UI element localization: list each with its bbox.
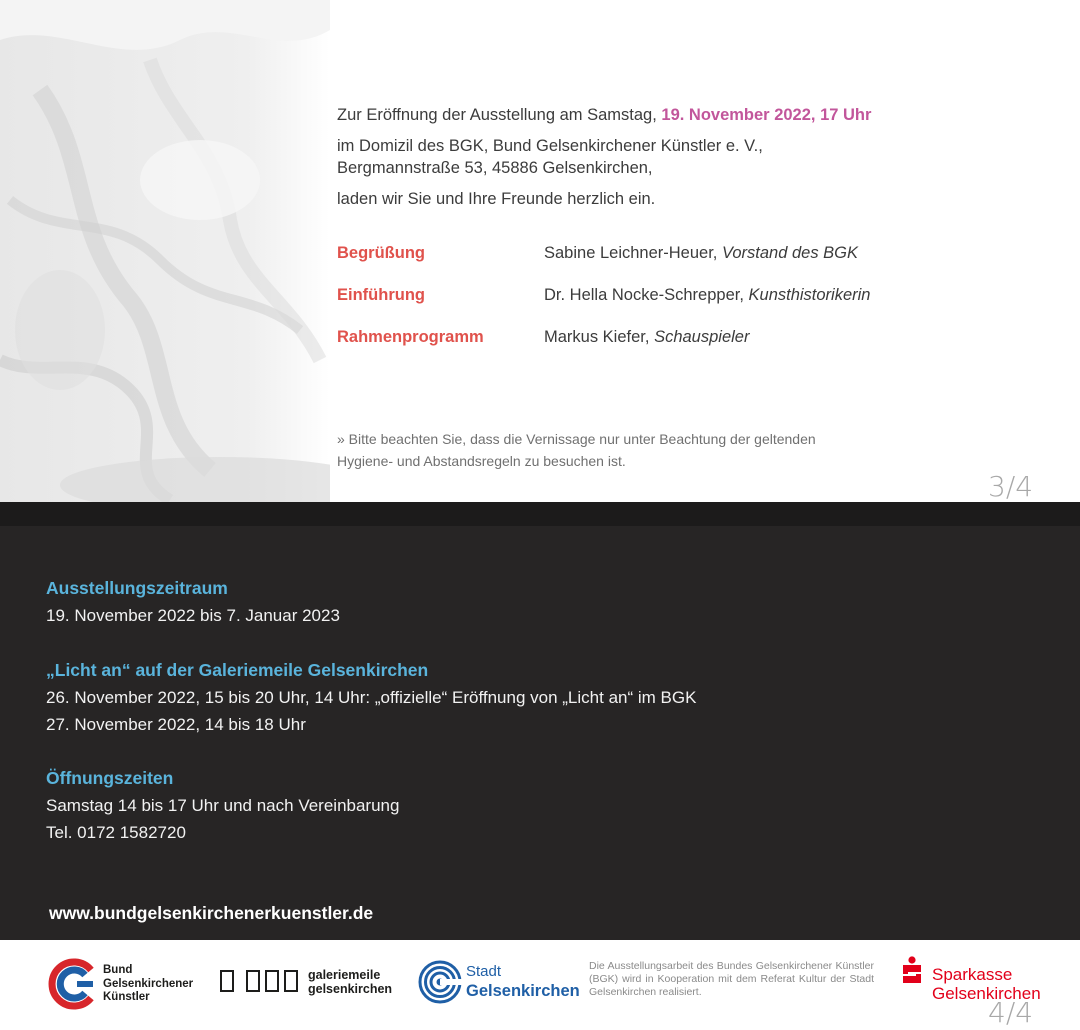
hygiene-note bbox=[337, 428, 917, 472]
program-role: Begrüßung bbox=[337, 244, 425, 262]
stadt-concentric-circles-logo-icon bbox=[418, 960, 462, 1004]
bgk-logo-line: Künstler bbox=[103, 991, 150, 1003]
page-divider bbox=[0, 502, 1080, 526]
hours-line-2: Tel. 0172 1582720 bbox=[46, 823, 186, 842]
event-date: 19. November 2022, 17 Uhr bbox=[661, 106, 872, 124]
program-person bbox=[544, 244, 858, 263]
program-row bbox=[337, 286, 1037, 310]
program-person-title: Kunsthistorikerin bbox=[748, 286, 871, 304]
sponsor-note: Die Ausstellungsarbeit des Bundes Gelsenkirchener Künstler (BGK) wird in Kooperation mit dem Referat Kultur der Stadt Gelsenkirchen realisiert. bbox=[589, 960, 874, 998]
galeriemeile-box-icon bbox=[265, 970, 279, 992]
program-row bbox=[337, 328, 1037, 352]
page-number: 4/4 bbox=[988, 996, 1034, 1029]
program-person bbox=[544, 286, 871, 305]
galeriemeile-boxes-logo-icon bbox=[220, 970, 234, 992]
bgk-logo bbox=[47, 958, 197, 1012]
stadt-logo-line-2: Gelsenkirchen bbox=[466, 982, 580, 1000]
galeriemeile-logo-line: galeriemeile bbox=[308, 968, 381, 982]
gray-brush-texture bbox=[0, 0, 330, 502]
invitation-page bbox=[0, 0, 1080, 502]
invitation-line-1-prefix: Zur Eröffnung der Ausstellung am Samstag, bbox=[337, 106, 657, 124]
period-text: 19. November 2022 bis 7. Januar 2023 bbox=[46, 606, 340, 625]
bgk-logo-text bbox=[103, 964, 193, 1005]
galeriemeile-logo-text bbox=[308, 969, 392, 996]
program-person-name: Dr. Hella Nocke-Schrepper, bbox=[544, 286, 744, 304]
galeriemeile-logo bbox=[220, 968, 393, 996]
sparkasse-logo bbox=[900, 956, 1060, 1012]
program-row bbox=[337, 244, 1037, 268]
stadt-gelsenkirchen-logo bbox=[418, 960, 588, 1010]
program-person bbox=[544, 328, 749, 347]
hours-line-1: Samstag 14 bis 17 Uhr und nach Vereinbarung bbox=[46, 796, 400, 815]
period-heading: Ausstellungszeitraum bbox=[46, 578, 228, 598]
bgk-c-ring-logo-icon bbox=[47, 958, 99, 1010]
program-person-name: Markus Kiefer, bbox=[544, 328, 650, 346]
program-person-title: Schauspieler bbox=[654, 328, 750, 346]
period-section bbox=[46, 575, 340, 629]
website-link[interactable]: www.bundgelsenkirchenerkuenstler.de bbox=[49, 903, 374, 923]
hygiene-note-line-2: Hygiene- und Abstandsregeln zu besuchen ist. bbox=[337, 453, 626, 469]
program-person-name: Sabine Leichner-Heuer, bbox=[544, 244, 718, 262]
galeriemeile-box-icon bbox=[246, 970, 260, 992]
invitation-text bbox=[337, 104, 1037, 210]
sparkasse-logo-line: Sparkasse bbox=[932, 965, 1013, 984]
event-line-2: 27. November 2022, 14 bis 18 Uhr bbox=[46, 715, 306, 734]
details-page bbox=[0, 502, 1080, 940]
galeriemeile-box-icon bbox=[284, 970, 298, 992]
invitation-line-1 bbox=[337, 104, 1037, 126]
bgk-logo-line: Bund bbox=[103, 964, 133, 976]
hours-heading: Öffnungszeiten bbox=[46, 768, 174, 788]
page-number: 3/4 bbox=[988, 470, 1034, 502]
hygiene-note-line-1: » Bitte beachten Sie, dass die Vernissage nur unter Beachtung der geltenden bbox=[337, 431, 816, 447]
stadt-logo-line-1: Stadt bbox=[466, 963, 502, 980]
program-role: Einführung bbox=[337, 286, 425, 304]
program-person-title: Vorstand des BGK bbox=[721, 244, 859, 262]
program-role: Rahmenprogramm bbox=[337, 328, 484, 346]
invitation-line-2: im Domizil des BGK, Bund Gelsenkirchener Künstler e. V., bbox=[337, 137, 763, 155]
invitation-line-4: laden wir Sie und Ihre Freunde herzlich ein. bbox=[337, 190, 656, 208]
event-line-1: 26. November 2022, 15 bis 20 Uhr, 14 Uhr: „offizielle“ Eröffnung von „Licht an“ im BGK bbox=[46, 688, 697, 707]
event-section bbox=[46, 657, 696, 738]
hours-section bbox=[46, 765, 399, 846]
invitation-line-3: Bergmannstraße 53, 45886 Gelsenkirchen, bbox=[337, 159, 653, 177]
bgk-logo-line: Gelsenkirchener bbox=[103, 977, 194, 990]
sponsor-footer bbox=[0, 940, 1080, 1030]
event-heading: „Licht an“ auf der Galeriemeile Gelsenkirchen bbox=[46, 660, 429, 680]
galeriemeile-logo-line: gelsenkirchen bbox=[308, 981, 393, 996]
sparkasse-s-logo-icon bbox=[900, 956, 924, 986]
sparkasse-logo-line: Gelsenkirchen bbox=[932, 984, 1041, 1003]
